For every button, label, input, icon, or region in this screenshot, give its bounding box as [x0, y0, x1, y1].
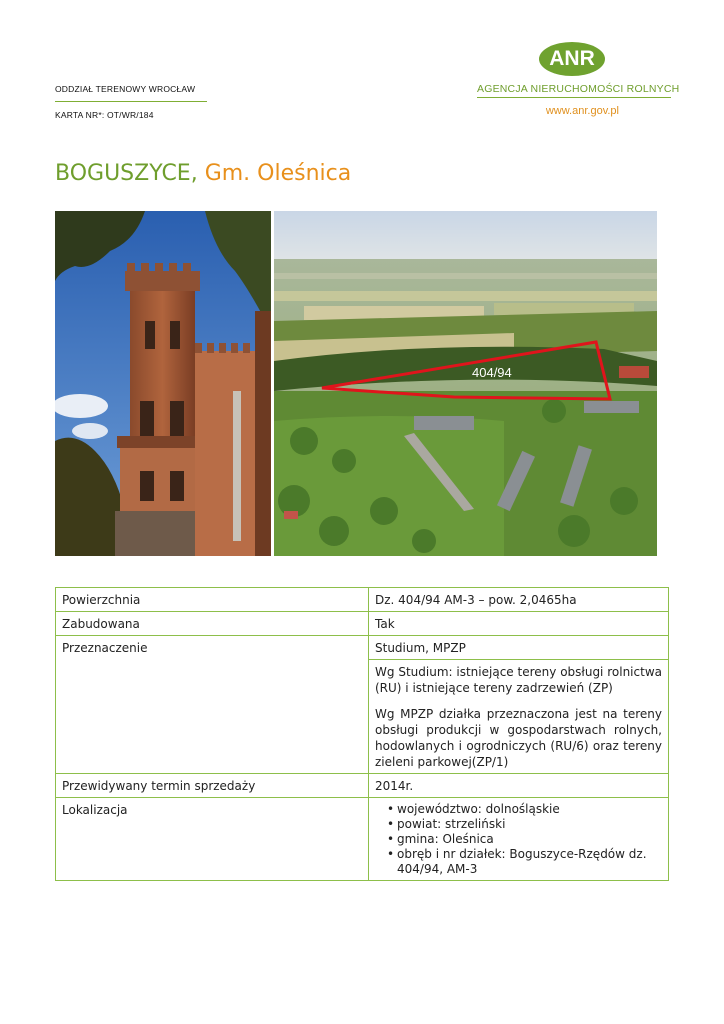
location-cell: [369, 798, 669, 881]
logo-url: www.anr.gov.pl: [545, 105, 619, 117]
logo-divider: [477, 97, 671, 98]
row-value: Studium, MPZP: [369, 636, 669, 660]
table-row: [56, 774, 669, 798]
table-row: [56, 588, 669, 612]
purpose-studium: Wg Studium: istniejące tereny obsługi rolnictwa (RU) i istniejące tereny zadrzewień (ZP): [375, 665, 662, 695]
table-row: [56, 636, 669, 660]
row-label: Lokalizacja: [56, 798, 369, 881]
list-item: • gmina: Oleśnica: [387, 832, 662, 847]
purpose-details-cell: [369, 660, 669, 774]
logo-agency-name: AGENCJA NIERUCHOMOŚCI ROLNYCH: [477, 83, 680, 95]
logo-badge: ANR: [539, 42, 605, 76]
page-title: [55, 161, 351, 186]
castle-tower-photo: [55, 211, 271, 556]
table-row: [56, 798, 669, 881]
property-info-table: [55, 587, 669, 881]
list-item: • obręb i nr działek: Boguszyce-Rzędów dz. 404/94, AM-3: [387, 847, 662, 877]
row-value: 2014r.: [369, 774, 669, 798]
title-municipality: Gm. Oleśnica: [204, 161, 352, 186]
list-item: • powiat: strzeliński: [387, 817, 662, 832]
table-row: [56, 612, 669, 636]
row-label: Zabudowana: [56, 612, 369, 636]
location-list: [375, 802, 662, 877]
header-divider: [55, 101, 207, 102]
row-value: Tak: [369, 612, 669, 636]
row-value: Dz. 404/94 AM-3 – pow. 2,0465ha: [369, 588, 669, 612]
header-left: [55, 84, 207, 102]
card-number: KARTA NR*: OT/WR/184: [55, 110, 154, 120]
office-name: ODDZIAŁ TERENOWY WROCŁAW: [55, 84, 196, 94]
agency-logo: [477, 42, 680, 122]
aerial-photo: [274, 211, 657, 556]
row-label: Powierzchnia: [56, 588, 369, 612]
purpose-mpzp: Wg MPZP działka przeznaczona jest na tereny obsługi produkcji w gospodarstwach rolnych, hodowlanych i ogrodniczych (RU/6) oraz tereny zieleni parkowej(ZP/1): [375, 707, 662, 769]
row-label: Przeznaczenie: [56, 636, 369, 774]
title-place: BOGUSZYCE,: [55, 161, 198, 186]
list-item: • województwo: dolnośląskie: [387, 802, 662, 817]
parcel-label: 404/94: [472, 365, 512, 380]
row-label: Przewidywany termin sprzedaży: [56, 774, 369, 798]
